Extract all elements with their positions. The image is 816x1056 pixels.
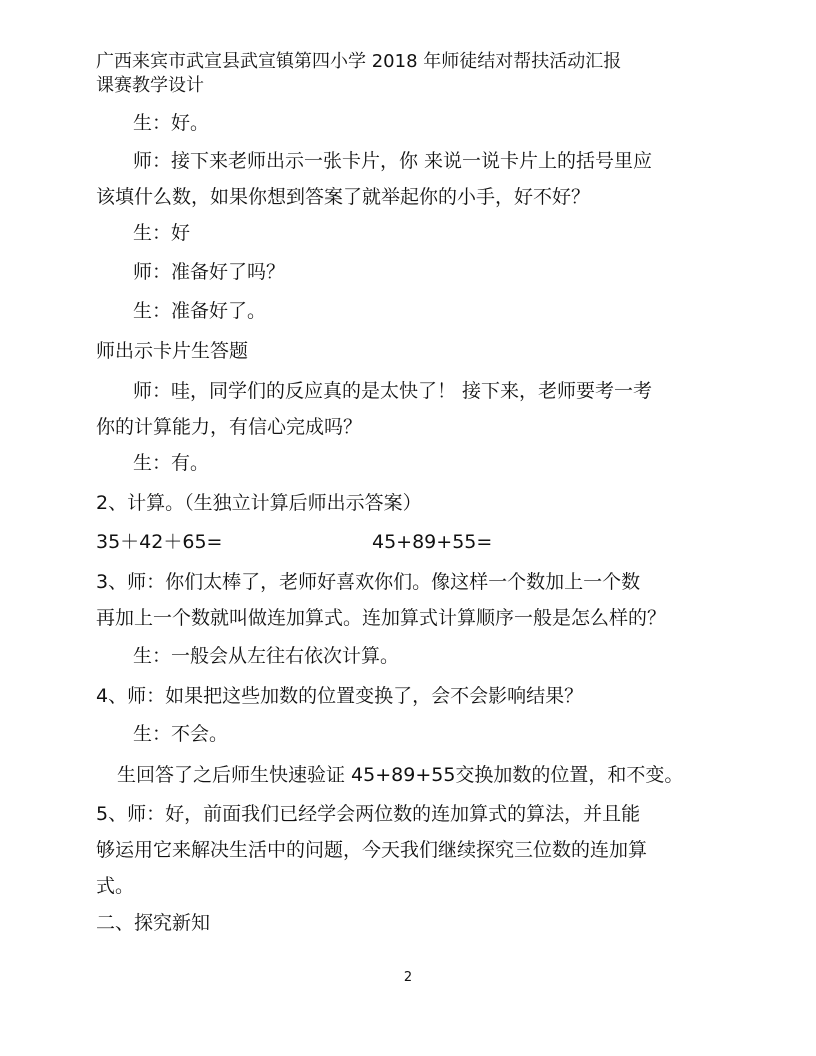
teacher-explanation-line-1: 3、师：你们太棒了，老师好喜欢你们。像这样一个数加上一个数 bbox=[96, 571, 641, 593]
calculation-expression-1: 35＋42＋65= bbox=[96, 531, 223, 553]
teacher-explanation-line-2: 再加上一个数就叫做连加算式。连加算式计算顺序一般是怎么样的？ bbox=[96, 607, 667, 629]
student-reply-2: 生：好 bbox=[133, 222, 191, 244]
header-line-1: 广西来宾市武宣县武宣镇第四小学 2018 年师徒结对帮扶活动汇报 bbox=[96, 51, 622, 72]
teacher-question-ready: 师：准备好了吗？ bbox=[133, 261, 286, 283]
teacher-praise-line-1: 师：哇，同学们的反应真的是太快了！ 接下来，老师要考一考 bbox=[133, 380, 653, 402]
teacher-praise-line-2: 你的计算能力，有信心完成吗？ bbox=[96, 416, 363, 438]
verification-note: 生回答了之后师生快速验证 45+89+55交换加数的位置，和不变。 bbox=[117, 764, 684, 786]
teacher-question-position-change: 4、师：如果把这些加数的位置变换了，会不会影响结果？ bbox=[96, 685, 584, 707]
student-reply-confidence: 生：有。 bbox=[133, 452, 210, 474]
teacher-card-instruction-line-1: 师：接下来老师出示一张卡片，你 来说一说卡片上的括号里应 bbox=[133, 150, 653, 172]
document-header bbox=[96, 50, 736, 98]
teacher-card-instruction-line-2: 该填什么数，如果你想到答案了就举起你的小手，好不好？ bbox=[96, 186, 591, 208]
student-reply-no-change: 生：不会。 bbox=[133, 723, 229, 745]
calculation-heading: 2、计算。（生独立计算后师出示答案） bbox=[96, 492, 422, 514]
teacher-transition-line-2: 够运用它来解决生活中的问题，今天我们继续探究三位数的连加算 bbox=[96, 839, 648, 861]
page-number: 2 bbox=[403, 970, 413, 985]
student-reply-ready: 生：准备好了。 bbox=[133, 300, 267, 322]
teacher-transition-line-3: 式。 bbox=[96, 875, 135, 897]
section-heading-explore-new-knowledge: 二、探究新知 bbox=[96, 912, 211, 934]
student-reply-1: 生：好。 bbox=[133, 112, 210, 134]
show-card-note: 师出示卡片生答题 bbox=[96, 340, 249, 362]
header-line-2: 课赛教学设计 bbox=[96, 75, 204, 96]
student-reply-order: 生：一般会从左往右依次计算。 bbox=[133, 645, 400, 667]
teacher-transition-line-1: 5、师：好，前面我们已经学会两位数的连加算式的算法，并且能 bbox=[96, 803, 641, 825]
calculation-expression-2: 45+89+55= bbox=[372, 531, 493, 553]
